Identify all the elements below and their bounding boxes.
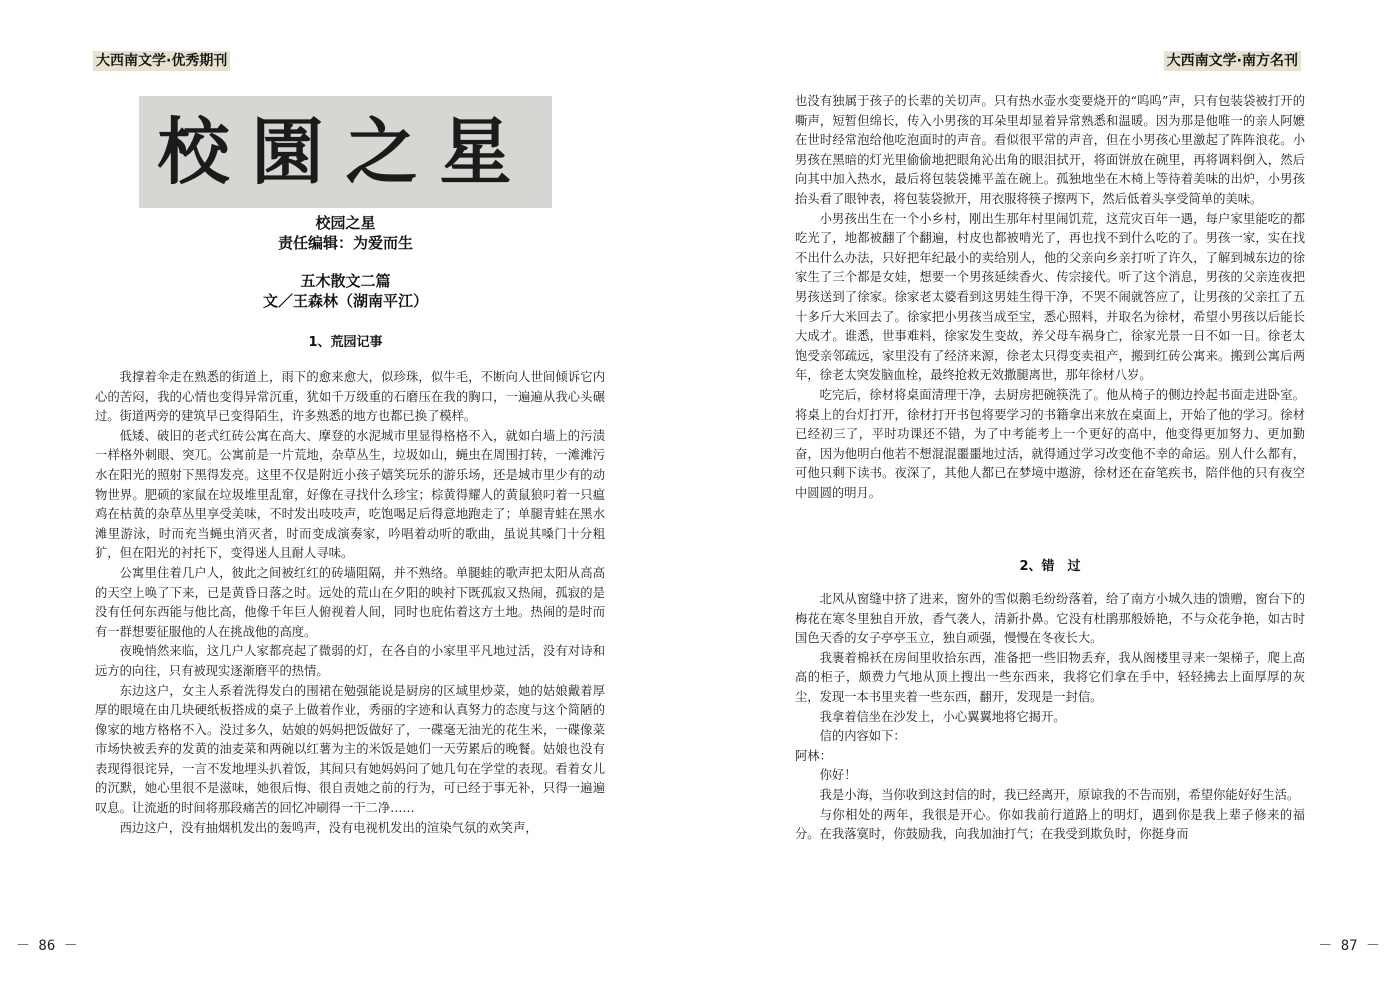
paragraph: 阿林： (795, 748, 832, 763)
banner-calligraphy-text: 校園之星 (157, 109, 534, 194)
column-info (139, 213, 552, 253)
right-header: 大西南文学·南方名刊 (1164, 51, 1301, 71)
paragraph: 我撑着伞走在熟悉的街道上，雨下的愈来愈大，似珍珠，似牛毛，不断向人世间倾诉它内心的苦闷，我的心情也变得异常沉重，犹如千万级重的石磨压在我的胸口，一遍遍从我心头碾过。街道两旁的建筑早已变得陌生，许多熟悉的地方也都已换了模样。 (95, 370, 605, 424)
paragraph: 西边这户，没有抽烟机发出的轰鸣声，没有电视机发出的渲染气氛的欢笑声， (119, 820, 538, 835)
left-header: 大西南文学·优秀期刊 (93, 51, 230, 71)
left-page-number: － 86 － (16, 938, 78, 954)
paragraph: 也没有独属于孩子的长辈的关切声。只有热水壶水变要烧开的“呜呜”声，只有包装袋被打开的嘶声，短暂但绵长，传入小男孩的耳朵里却显着异常熟悉和温暖。因为那是他唯一的亲人阿嬷在世时经常泡给他吃泡面时的声音。看似很平常的声音，但在小男孩心里激起了阵阵浪花。小男孩在黑暗的灯光里偷偷地把眼角沁出角的眼泪拭开，将面饼放在碗里，再将调料倒入，然后向其中加入热水，最后将包装袋摊平盖在碗上。孤独地坐在木椅上等待着美味的出炉，小男孩抬头看了眼钟表，将包装袋掀开，用衣服将筷子擦两下，然后低着头享受简单的美味。 (795, 94, 1305, 206)
paragraph: 我拿着信坐在沙发上，小心翼翼地将它揭开。 (819, 709, 1066, 724)
calligraphy-banner (139, 96, 552, 208)
paragraph: 与你相处的两年，我很是开心。你如我前行道路上的明灯，遇到你是我上辈子修来的福分。在我落寞时，你鼓励我，向我加油打气；在我受到欺负时，你挺身而 (795, 807, 1305, 842)
column-title: 校园之星 (315, 214, 376, 232)
paragraph: 信的内容如下： (819, 729, 906, 744)
editor-credit: 责任编辑：为爱而生 (277, 234, 413, 252)
paragraph: 低矮、破旧的老式红砖公寓在高大、摩登的水泥城市里显得格格不入，就如白墙上的污渍一样格外刺眼、突兀。公寓前是一片荒地，杂草丛生，垃圾如山，蝇虫在周围打转，一滩滩污水在阳光的照射下黑得发亮。这里不仅是附近小孩子嬉笑玩乐的游乐场，还是城市里少有的动物世界。肥硕的家鼠在垃圾堆里乱窜，好像在寻找什么珍宝；棕黄得耀人的黄鼠狼叼着一只瘟鸡在枯黄的杂草丛里享受美味，不时发出吱吱声，吃饱喝足后得意地跑走了；单腿青蛙在黑水滩里游泳，时而充当蝇虫消灭者，时而变成演奏家，吟唱着动听的歌曲，虽说其嗓门十分粗犷，但在阳光的衬托下，变得迷人且耐人寻味。 (95, 428, 605, 561)
left-body-text (95, 368, 605, 838)
section-2-title: 2、错 过 (1019, 559, 1081, 574)
paragraph: 你好！ (819, 768, 857, 783)
paragraph: 我是小海，当你收到这封信的时，我已经离开，原谅我的不告而别，希望你能好好生活。 (819, 787, 1300, 802)
paragraph: 东边这户，女主人系着洗得发白的围裙在勉强能说是厨房的区域里炒菜，她的姑娘戴着厚厚的眼境在由几块硬纸板搭成的桌子上做着作业，秀丽的字迹和认真努力的态度与这个简陋的像家的地方格格不入。没过多久，姑娘的妈妈把饭做好了，一碟毫无油光的花生米，一碟像菜市场快被丢弃的发黄的油麦菜和两碗以红薯为主的米饭是她们一天劳累后的晚餐。姑娘也没有表现得很诧异，一言不发地埋头扒着饭，其间只有她妈妈问了她几句在学堂的表现。看着女儿的沉默，她心里很不是滋味，她很后悔、很自责她之前的行为，可已经于事无补，只得一遍遍叹息。让流逝的时间将那段痛苦的回忆冲刷得一干二净…… (95, 683, 605, 816)
article-info (139, 271, 552, 311)
author-line: 文／王森林（湖南平江） (262, 292, 428, 310)
paragraph: 我裹着棉袄在房间里收拾东西，准备把一些旧物丢弃，我从阁楼里寻来一架梯子，爬上高高的柜子，颇费力气地从顶上搜出一些东西来，我将它们拿在手中，轻轻拂去上面厚厚的灰尘，发现一本书里夹着一些东西，翻开，发现是一封信。 (795, 650, 1305, 704)
right-body-text-2 (795, 590, 1305, 845)
section-1-title: 1、荒园记事 (308, 335, 383, 350)
right-body-text-1 (795, 92, 1305, 503)
paragraph: 北风从窗缝中挤了进来，窗外的雪似鹅毛纷纷落着，给了南方小城久违的馈赠，窗台下的梅花在寒冬里独自开放，香气袭人，清新扑鼻。它没有杜鹃那般娇艳，不与众花争艳，如古时国色天香的女子亭亭玉立，独自顽强，慢慢在冬夜长大。 (795, 592, 1305, 646)
paragraph: 公寓里住着几户人，彼此之间被红红的砖墙阻隔，并不熟络。单腿蛙的歌声把太阳从高高的天空上唤了下来，已是黄昏日落之时。远处的荒山在夕阳的映衬下既孤寂又热闹，孤寂的是没有任何东西能与他比高，他像千年巨人俯视着人间，同时也庇佑着这方土地。热闹的是时而有一群想要征服他的人在挑战他的高度。 (95, 565, 605, 639)
paragraph: 夜晚悄然来临，这几户人家都亮起了微弱的灯，在各自的小家里平凡地过活，没有对诗和远方的向往，只有被现实逐渐磨平的热情。 (95, 644, 605, 678)
paragraph: 小男孩出生在一个小乡村，刚出生那年村里闹饥荒，这荒灾百年一遇，每户家里能吃的都吃光了，地都被翻了个翻遍，村皮也都被啃光了，再也找不到什么吃的了。男孩一家，实在找不出什么办法，只好把年纪最小的卖给别人，他的父亲向乡亲打听了许久，了解到城东边的徐家生了三个都是女娃，想要一个男孩延续香火、传宗接代。听了这个消息，男孩的父亲连夜把男孩送到了徐家。徐家老太婆看到这男娃生得干净，不哭不闹就答应了，让男孩的父亲扛了五十多斤大米回去了。徐家把小男孩当成至宝，悉心照料，并取名为徐材，希望小男孩以后能长大成才。谁悉，世事难料，徐家发生变故，养父母车祸身亡，徐家光景一日不如一日。徐老太饱受亲邻疏远，家里没有了经济来源，徐老太只得变卖祖产，搬到红砖公寓来。搬到公寓后两年，徐老太突发脑血栓，最终抢救无效撒腿离世，那年徐材八岁。 (795, 211, 1305, 383)
paragraph: 吃完后，徐材将桌面清理干净，去厨房把碗筷洗了。他从椅子的侧边拎起书面走进卧室。将桌上的台灯打开，徐材打开书包将要学习的书籍拿出来放在桌面上，开始了他的学习。徐材已经初三了，平时功课还不错，为了中考能考上一个更好的高中，他变得更加努力、更加勤奋，因为他明白他若不想混混噩噩地过活，就得通过学习改变他不幸的命运。别人什么都有，可他只剩下读书。夜深了，其他人都已在梦境中遨游，徐材还在奋笔疾书，陪伴他的只有夜空中圆圆的明月。 (795, 387, 1305, 500)
right-page-number: － 87 － (1318, 938, 1380, 954)
article-title: 五木散文二篇 (300, 272, 391, 290)
